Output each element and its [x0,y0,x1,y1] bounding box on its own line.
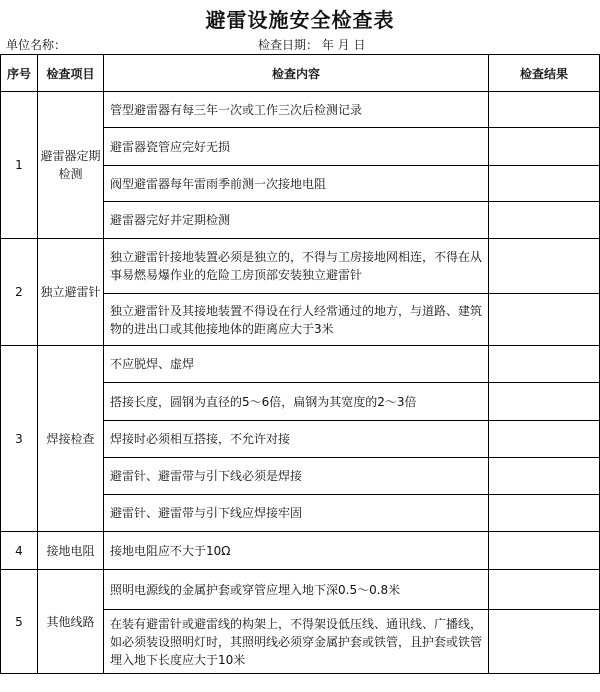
check-result-cell[interactable] [489,346,600,383]
check-content: 管型避雷器有每三年一次或工作三次后检测记录 [104,92,489,128]
check-result-cell[interactable] [489,92,600,128]
inspection-date-label: 检查日期： 年 月 日 [258,38,366,52]
check-content: 避雷针、避雷带与引下线必须是焊接 [104,458,489,495]
check-content: 不应脱焊、虚焊 [104,346,489,383]
table-row [1,532,600,570]
check-content: 阀型避雷器每年雷雨季前测一次接地电阻 [104,166,489,202]
check-result-cell[interactable] [489,294,600,346]
check-result-cell[interactable] [489,166,600,202]
check-result-cell[interactable] [489,202,600,239]
section-item: 焊接检查 [38,346,104,532]
table-row [1,92,600,128]
check-result-cell[interactable] [489,128,600,166]
check-content: 避雷针、避雷带与引下线应焊接牢固 [104,495,489,532]
check-content: 避雷器瓷管应完好无损 [104,128,489,166]
check-content: 在装有避雷针或避雷线的构架上，不得架设低压线、通讯线、广播线，如必须装设照明灯时，其照明线必须穿金属护套或铁管，且护套或铁管埋入地下长度应大于10米 [104,610,489,674]
header-item: 检查项目 [38,55,104,92]
check-result-cell[interactable] [489,383,600,421]
section-item: 接地电阻 [38,532,104,570]
check-content: 独立避雷针及其接地装置不得设在行人经常通过的地方，与道路、建筑物的进出口或其他接地体的距离应大于3米 [104,294,489,346]
check-result-cell[interactable] [489,610,600,674]
check-result-cell[interactable] [489,421,600,458]
header-no: 序号 [1,55,38,92]
table-header-row [1,55,600,92]
section-no: 2 [1,239,38,346]
check-content: 避雷器完好并定期检测 [104,202,489,239]
check-content: 焊接时必须相互搭接，不允许对接 [104,421,489,458]
check-result-cell[interactable] [489,532,600,570]
check-result-cell[interactable] [489,570,600,610]
header-result: 检查结果 [489,55,600,92]
table-row [1,239,600,294]
unit-name-label: 单位名称： [6,38,67,52]
check-content: 照明电源线的金属护套或穿管应埋入地下深0.5～0.8米 [104,570,489,610]
check-content: 接地电阻应不大于10Ω [104,532,489,570]
check-result-cell[interactable] [489,239,600,294]
section-no: 1 [1,92,38,239]
section-item: 其他线路 [38,570,104,674]
page-title: 避雷设施安全检查表 [205,8,395,32]
check-result-cell[interactable] [489,495,600,532]
section-no: 5 [1,570,38,674]
inspection-table [0,54,600,674]
check-result-cell[interactable] [489,458,600,495]
table-row [1,570,600,610]
header-content: 检查内容 [104,55,489,92]
section-item: 独立避雷针 [38,239,104,346]
check-content: 搭接长度，圆钢为直径的5～6倍，扁钢为其宽度的2～3倍 [104,383,489,421]
section-no: 4 [1,532,38,570]
section-item: 避雷器定期检测 [38,92,104,239]
check-content: 独立避雷针接地装置必须是独立的，不得与工房接地网相连，不得在从事易燃易爆作业的危险工房顶部安装独立避雷针 [104,239,489,294]
table-row [1,346,600,383]
section-no: 3 [1,346,38,532]
